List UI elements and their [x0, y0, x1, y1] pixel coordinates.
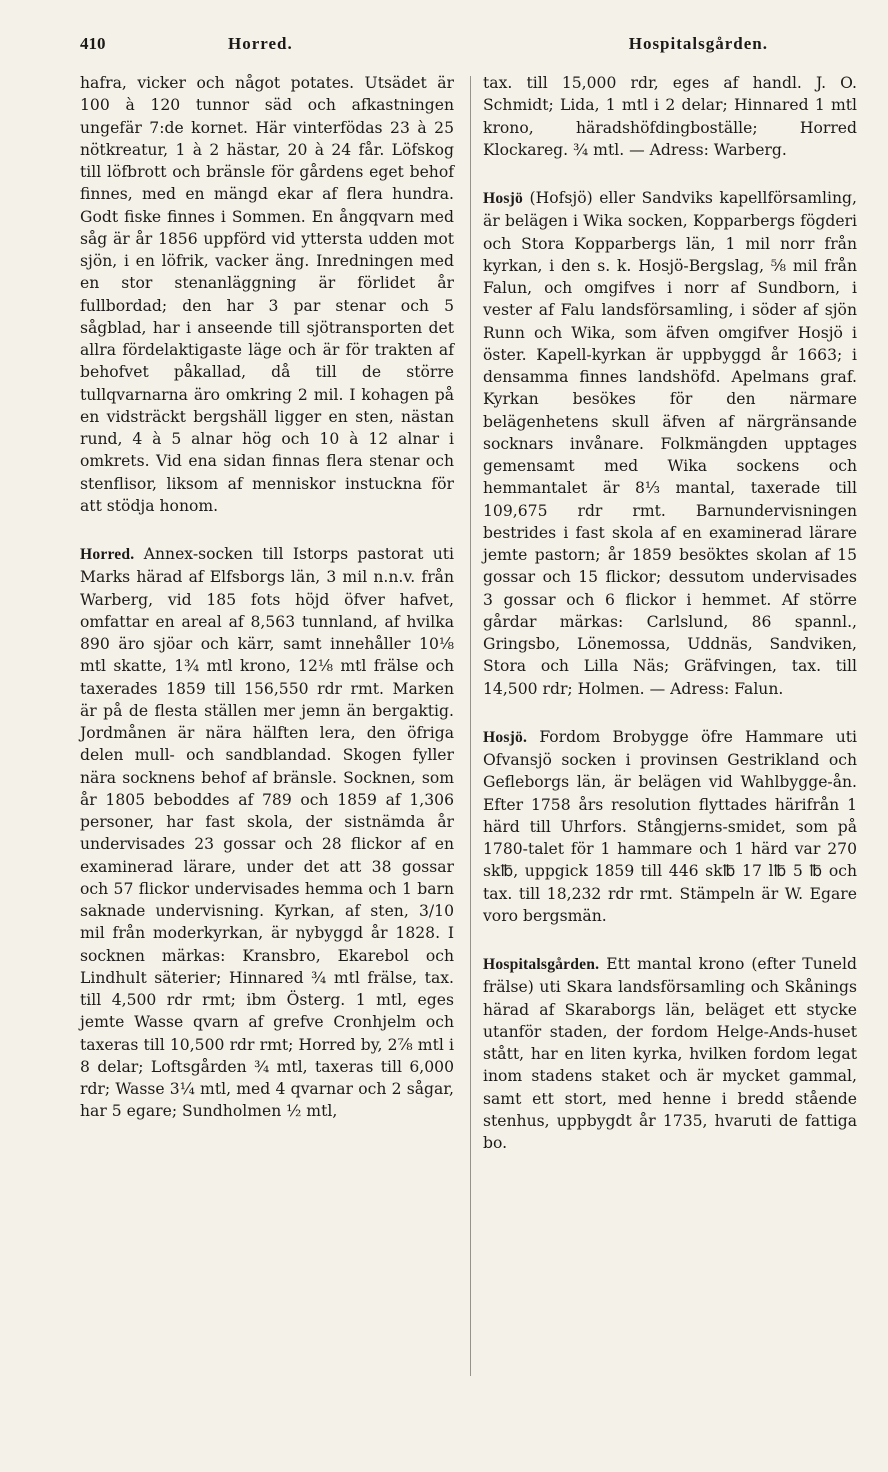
page-header — [80, 34, 768, 58]
column-divider — [470, 76, 471, 1376]
left-column — [80, 72, 454, 1149]
entry-horred: Horred. Annex-socken till Istorps pastorat uti Marks härad af Elfsborgs län, 3 mil n.n.v. från Warberg, vid 185 fots höjd öfver hafvet, omfattar en areal af 8,563 tunnland, af hvilka 890 äro sjöar och kärr, samt innehåller 10⅛ mtl skatte, 1¾ mtl krono, 12⅛ mtl frälse och taxerades 1859 till 156,550 rdr rmt. Marken är på de flesta ställen mer jemn än bergaktig. Jordmånen är nära hälften lera, den öfriga delen mull- och sandblandad. Skogen fyller nära socknens behof af bränsle. Socknen, som år 1805 beboddes af 789 och 1859 af 1,306 personer, har fast skola, der sistnämda år undervisades 23 gossar och 28 flickor af en examinerad lärare, under det att 38 gossar och 57 flickor undervisades hemma och 1 barn saknade undervisning. Kyrkan, af sten, 3/10 mil från moderkyrkan, är nybyggd år 1828. I socknen märkas: Kransbro, Ekarebol och Lindhult säterier; Hinnared ¾ mtl frälse, tax. till 4,500 rdr rmt; ibm Österg. 1 mtl, eges jemte Wasse qvarn af grefve Cronhjelm och taxeras till 10,500 rdr rmt; Horred by, 2⅞ mtl i 8 delar; Loftsgården ¾ mtl, taxeras till 6,000 rdr; Wasse 3¼ mtl, med 4 qvarnar och 2 sågar, har 5 egare; Sundholmen ½ mtl, — [80, 545, 454, 1121]
running-head-right: Hospitalsgården. — [628, 34, 768, 53]
entry-title: Hospitalsgården. — [483, 956, 600, 973]
page-number: 410 — [80, 34, 106, 53]
right-column — [483, 72, 857, 1180]
paragraph-continuation: tax. till 15,000 rdr, eges af handl. J. O. Schmidt; Lida, 1 mtl i 2 delar; Hinnared 1 mtl krono, häradshöfdingboställe; Horred Klockareg. ¾ mtl. — Adress: Warberg. — [483, 74, 857, 159]
entry-hospitalsgarden: Hospitalsgården. Ett mantal krono (efter Tuneld frälse) uti Skara landsförsamling och Skånings härad af Skaraborgs län, beläget ett stycke utanför staden, der fordom Helge-Ands-huset stått, har en liten kyrka, hvilken fordom legat inom stadens staket och är mycket gammal, samt ett stort, med henne i bredd stående stenhus, uppbygdt år 1735, hvaruti de fattiga bo. — [483, 955, 857, 1152]
entry-hosjo-2: Hosjö. Fordom Brobygge öfre Hammare uti Ofvansjö socken i provinsen Gestrikland och Gefleborgs län, är belägen vid Wahlbygge-ån. Efter 1758 års resolution flyttades härifrån 1 härd till Uhrfors. Stångjerns-smidet, som på 1780-talet för 1 hammare och 1 härd var 270 sk℔, uppgick 1859 till 446 sk℔ 17 l℔ 5 ℔ och tax. till 18,232 rdr rmt. Stämpeln är W. Egare voro bergsmän. — [483, 727, 857, 925]
entry-title: Horred. — [80, 546, 135, 563]
paragraph-continuation: hafra, vicker och något potates. Utsädet är 100 à 120 tunnor säd och afkastningen ungefär 7:de kornet. Här vinterfödas 23 à 25 nötkreatur, 1 à 2 hästar, 20 à 24 får. Löfskog till löfbrott och bränsle för gårdens eget behof finnes, med en mängd ekar af flera hundra. Godt fiske finnes i Sommen. En ångqvarn med såg är år 1856 uppförd vid yttersta udden mot sjön, i en löfrik, vacker äng. Inredningen med en stor stenanläggning är förlidet år fullbordad; den har 3 par stenar och 5 sågblad, har i anseende till sjötransporten det allra fördelaktigaste läge och är för trakten af behofvet påkallad, då till de större tullqvarnarna äro omkring 2 mil. I kohagen på en vidsträckt bergshäll ligger en sten, nästan rund, 4 à 5 alnar hög och 10 à 12 alnar i omkrets. Vid ena sidan finnas flera stenar och stenflisor, liksom af menniskor instuckna för att stödja honom. — [80, 74, 454, 515]
entry-title: Hosjö — [483, 190, 523, 207]
entry-title: Hosjö. — [483, 728, 528, 746]
entry-hosjo-1: Hosjö (Hofsjö) eller Sandviks kapellförsamling, är belägen i Wika socken, Kopparbergs fögderi och Stora Kopparbergs län, 1 mil norr från kyrkan, i den s. k. Hosjö-Bergslag, ⅝ mil från Falun, och omgifves i norr af Sundborn, i vester af Falu landsförsamling, i söder af sjön Runn och Wika, som äfven omgifver Hosjö i öster. Kapell-kyrkan är uppbyggd år 1663; i densamma finnes landshöfd. Apelmans graf. Kyrkan besökes för den närmare belägenhetens skull äfven af närgränsande socknars invånare. Folkmängden upptages gemensamt med Wika sockens och hemmantalet är 8⅓ mantal, taxerade till 109,675 rdr rmt. Barnundervisningen bestrides i fast skola af en examinerad lärare jemte pastorn; år 1859 besöktes skolan af 15 gossar och 15 flickor; dessutom undervisades 3 gossar och 6 flickor i hemmet. Af större gårdar märkas: Carlslund, 86 spannl., Gringsbo, Lönemossa, Uddnäs, Sandviken, Stora och Lilla Näs; Gräfvingen, tax. till 14,500 rdr; Holmen. — Adress: Falun. — [483, 189, 857, 698]
running-head-left: Horred. — [228, 34, 293, 53]
